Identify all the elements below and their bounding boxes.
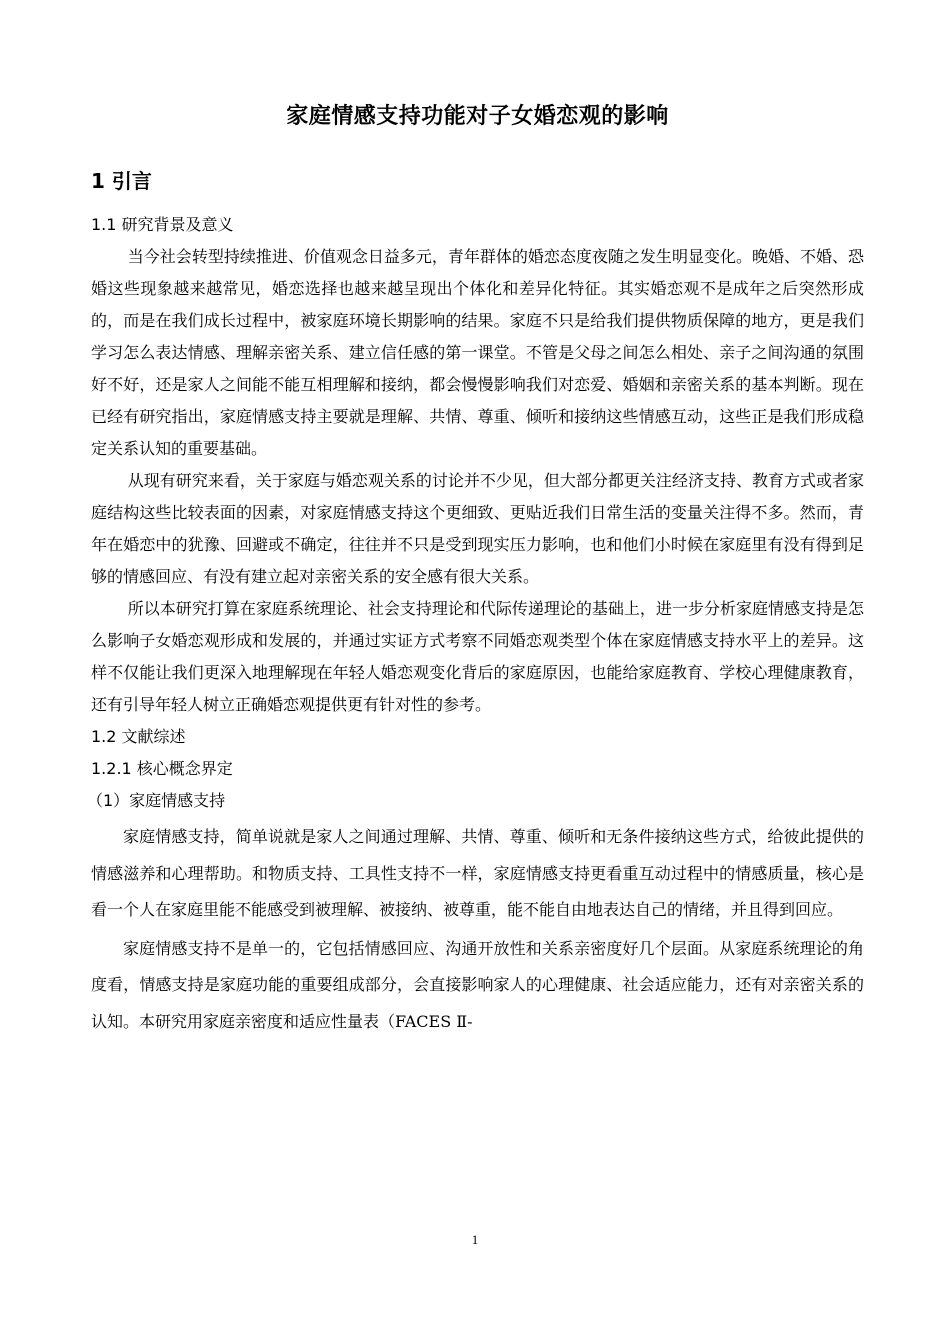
subsection-heading-background: 1.1 研究背景及意义 — [91, 215, 234, 234]
subsection-heading-core-concepts: 1.2.1 核心概念界定 — [91, 759, 233, 778]
page-number: 1 — [471, 1232, 479, 1247]
item-heading-family-emotional-support: （1）家庭情感支持 — [87, 791, 226, 810]
paragraph-background-3: 所以本研究打算在家庭系统理论、社会支持理论和代际传递理论的基础上，进一步分析家庭情感支持是怎么影响子女婚恋观形成和发展的，并通过实证方式考察不同婚恋观类型个体在家庭情感支持水平上的差异。这样不仅能让我们更深入地理解现在年轻人婚恋观变化背后的家庭原因，也能给家庭教育、学校心理健康教育，还有引导年轻人树立正确婚恋观提供更有针对性的参考。 — [91, 599, 864, 714]
paragraph-definition-1: 家庭情感支持，简单说就是家人之间通过理解、共情、尊重、倾听和无条件接纳这些方式，给彼此提供的情感滋养和心理帮助。和物质支持、工具性支持不一样，家庭情感支持更看重互动过程中的情感质量，核心是看一个人在家庭里能不能感受到被理解、被接纳、被尊重，能不能自由地表达自己的情绪，并且得到回应。 — [91, 827, 864, 919]
paragraph-background-2: 从现有研究来看，关于家庭与婚恋观关系的讨论并不少见，但大部分都更关注经济支持、教育方式或者家庭结构这些比较表面的因素，对家庭情感支持这个更细致、更贴近我们日常生活的变量关注得不多。然而，青年在婚恋中的犹豫、回避或不确定，往往并不只是受到现实压力影响，也和他们小时候在家庭里有没有得到足够的情感回应、有没有建立起对亲密关系的安全感有很大关系。 — [91, 471, 864, 586]
document-title: 家庭情感支持功能对子女婚恋观的影响 — [286, 104, 669, 129]
subsection-heading-literature-review: 1.2 文献综述 — [91, 727, 186, 746]
section-heading-introduction: 1 引言 — [91, 169, 152, 193]
paragraph-definition-2: 家庭情感支持不是单一的，它包括情感回应、沟通开放性和关系亲密度好几个层面。从家庭系统理论的角度看，情感支持是家庭功能的重要组成部分，会直接影响家人的心理健康、社会适应能力，还有对亲密关系的认知。本研究用家庭亲密度和适应性量表（FACES Ⅱ- — [91, 938, 864, 1031]
paragraph-background-1: 当今社会转型持续推进、价值观念日益多元，青年群体的婚恋态度夜随之发生明显变化。晚婚、不婚、恐婚这些现象越来越常见，婚恋选择也越来越呈现出个体化和差异化特征。其实婚恋观不是成年之后突然形成的，而是在我们成长过程中，被家庭环境长期影响的结果。家庭不只是给我们提供物质保障的地方，更是我们学习怎么表达情感、理解亲密关系、建立信任感的第一课堂。不管是父母之间怎么相处、亲子之间沟通的氛围好不好，还是家人之间能不能互相理解和接纳，都会慢慢影响我们对恋爱、婚姻和亲密关系的基本判断。现在已经有研究指出，家庭情感支持主要就是理解、共情、尊重、倾听和接纳这些情感互动，这些正是我们形成稳定关系认知的重要基础。 — [91, 247, 864, 458]
